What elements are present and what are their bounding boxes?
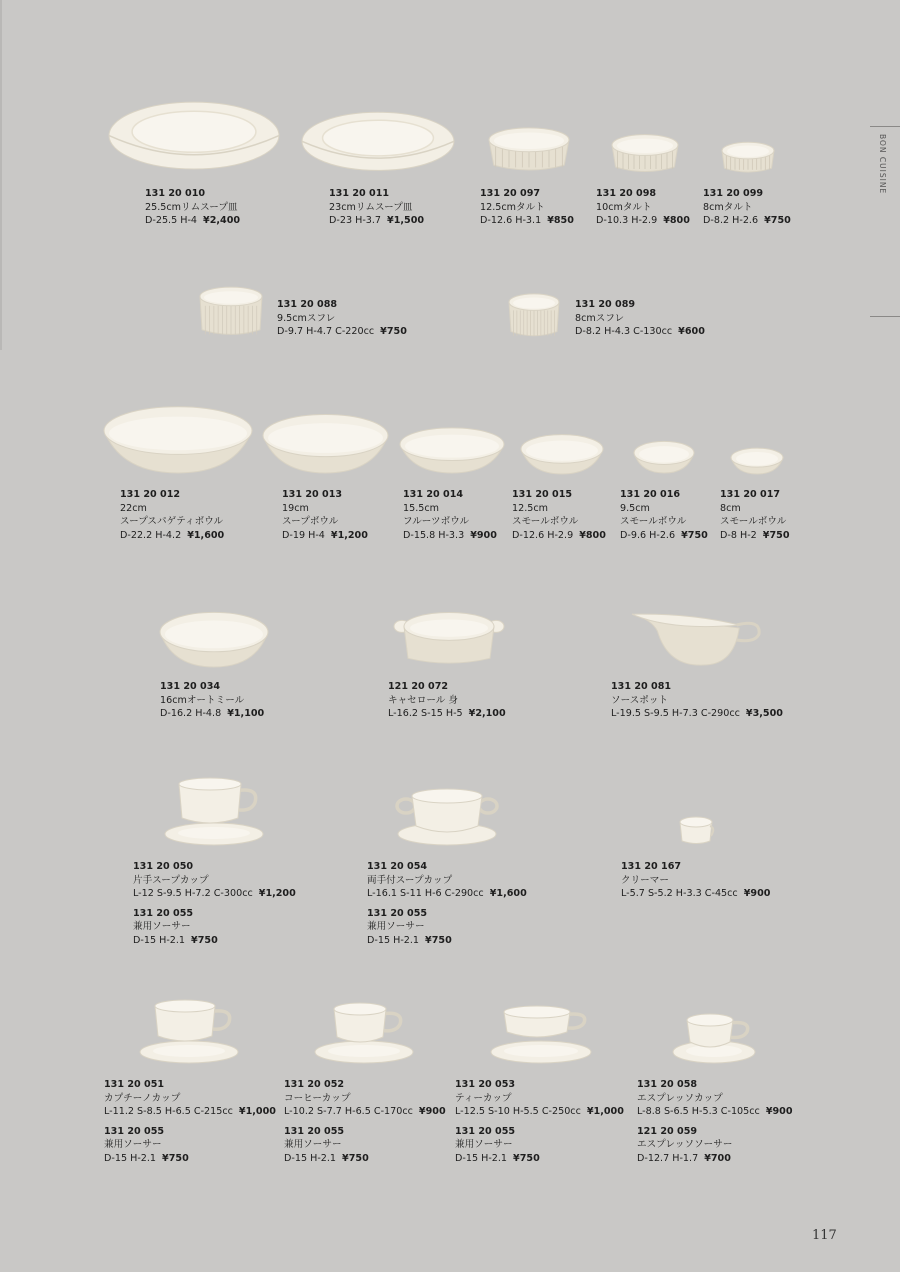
product-code: 131 20 014: [403, 489, 464, 500]
product-spec: [512, 529, 606, 543]
product-name-line2: スモールボウル: [720, 516, 787, 528]
product-info: [133, 860, 296, 948]
product-dimensions: L-11.2 S-8.5 H-6.5 C-215cc: [104, 1106, 233, 1118]
product-code: 131 20 013: [282, 489, 343, 500]
product-spec: [480, 214, 574, 228]
saucer-code: 131 20 055: [284, 1125, 345, 1137]
saucer-name: 兼用ソーサー: [455, 1139, 513, 1151]
cup-and-saucer-icon: [164, 776, 264, 846]
saucer-spec: [637, 1152, 793, 1166]
saucer-dimensions: D-15 H-2.1: [367, 934, 420, 946]
product-code: 131 20 051: [104, 1079, 165, 1090]
product-code: 131 20 050: [133, 861, 194, 872]
product-info: [120, 488, 224, 542]
bowl-icon: [633, 440, 695, 474]
saucer-spec: [455, 1152, 624, 1166]
product-dimensions: L-12 S-9.5 H-7.2 C-300cc: [133, 888, 253, 900]
product-price: ¥900: [743, 888, 771, 900]
saucer-dimensions: D-15 H-2.1: [284, 1152, 337, 1164]
saucer-spec: [284, 1152, 446, 1166]
product-dimensions: D-16.2 H-4.8: [160, 708, 222, 720]
product-name: コーヒーカップ: [284, 1092, 351, 1104]
product-dimensions: D-8.2 H-4.3 C-130cc: [575, 326, 673, 338]
product-name: 25.5cmリムスープ皿: [145, 201, 238, 213]
product-info: [104, 1078, 276, 1166]
product-price: ¥1,600: [187, 529, 225, 541]
product-name: ティーカップ: [455, 1092, 512, 1104]
product-name: ソースポット: [611, 694, 669, 706]
product-spec: [367, 887, 527, 901]
product-info: [145, 187, 240, 228]
product-spec: [329, 214, 424, 228]
product-price: ¥600: [678, 326, 705, 338]
product-price: ¥2,100: [468, 708, 506, 720]
product-price: ¥750: [764, 215, 791, 227]
product-name: 12.5cmタルト: [480, 201, 545, 213]
saucer-code: 121 20 059: [637, 1125, 698, 1137]
side-tab-label: BON CUISINE: [878, 134, 887, 195]
saucer-spec: [367, 934, 527, 948]
souffle-dish-icon: [507, 292, 561, 338]
saucer-code: 131 20 055: [455, 1125, 516, 1137]
product-info: [575, 298, 705, 339]
side-tab: [870, 126, 900, 318]
product-name: 8cmスフレ: [575, 312, 625, 324]
product-dimensions: L-16.1 S-11 H-6 C-290cc: [367, 888, 484, 900]
product-spec: [277, 325, 407, 339]
product-info: [480, 187, 574, 228]
product-price: ¥800: [579, 529, 606, 541]
product-info: [512, 488, 606, 542]
product-spec: [703, 214, 791, 228]
product-price: ¥1,200: [258, 888, 296, 900]
product-spec: [620, 529, 708, 543]
product-price: ¥900: [418, 1106, 446, 1118]
product-price: ¥2,400: [203, 215, 241, 227]
casserole-icon: [394, 609, 504, 667]
saucer-price: ¥700: [704, 1152, 731, 1164]
product-spec: [596, 214, 690, 228]
product-info: [329, 187, 424, 228]
product-name: 15.5cm: [403, 502, 439, 514]
product-name: 8cmタルト: [703, 201, 753, 213]
product-price: ¥900: [765, 1106, 793, 1118]
product-code: 131 20 011: [329, 188, 390, 199]
product-name: 19cm: [282, 502, 309, 514]
product-info: [284, 1078, 446, 1166]
two-handle-cup-icon: [396, 788, 498, 846]
product-name: 9.5cmスフレ: [277, 312, 336, 324]
product-dimensions: L-19.5 S-9.5 H-7.3 C-290cc: [611, 708, 740, 720]
product-info: [367, 860, 527, 948]
saucer-price: ¥750: [342, 1152, 369, 1164]
bowl-icon: [399, 426, 505, 474]
product-info: [621, 860, 770, 901]
saucer-dimensions: D-15 H-2.1: [133, 934, 186, 946]
product-dimensions: D-10.3 H-2.9: [596, 215, 658, 227]
product-name: 10cmタルト: [596, 201, 652, 213]
product-spec: [403, 529, 497, 543]
rim-soup-plate-icon: [301, 107, 455, 173]
product-dimensions: D-22.2 H-4.2: [120, 529, 182, 541]
product-name: キャセロール 身: [388, 694, 459, 706]
tart-dish-icon: [720, 141, 776, 173]
saucer-price: ¥750: [513, 1152, 540, 1164]
oatmeal-bowl-icon: [159, 610, 269, 668]
product-name: 16cmオートミール: [160, 694, 245, 706]
product-spec: [120, 529, 224, 543]
product-info: [277, 298, 407, 339]
saucer-price: ¥750: [191, 934, 218, 946]
saucer-dimensions: D-15 H-2.1: [104, 1152, 157, 1164]
product-dimensions: D-15.8 H-3.3: [403, 529, 465, 541]
saucer-price: ¥750: [162, 1152, 189, 1164]
product-code: 131 20 010: [145, 188, 206, 199]
product-name-line2: フルーツボウル: [403, 516, 470, 528]
saucer-spec: [104, 1152, 276, 1166]
product-spec: [388, 707, 506, 721]
product-dimensions: D-8 H-2: [720, 529, 757, 541]
product-name-line2: スープボウル: [282, 516, 339, 528]
saucer-name: 兼用ソーサー: [284, 1139, 342, 1151]
product-code: 131 20 058: [637, 1079, 698, 1090]
product-name: 12.5cm: [512, 502, 548, 514]
product-info: [388, 680, 506, 721]
product-price: ¥1,600: [489, 888, 527, 900]
product-info: [611, 680, 783, 721]
product-price: ¥800: [663, 215, 690, 227]
product-price: ¥1,500: [387, 215, 425, 227]
product-code: 131 20 012: [120, 489, 181, 500]
product-code: 131 20 052: [284, 1079, 345, 1090]
saucer-spec: [133, 934, 296, 948]
saucer-name: 兼用ソーサー: [104, 1139, 162, 1151]
product-info: [637, 1078, 793, 1166]
side-tab-divider: [870, 316, 900, 317]
product-code: 131 20 054: [367, 861, 428, 872]
product-dimensions: L-8.8 S-6.5 H-5.3 C-105cc: [637, 1106, 760, 1118]
product-price: ¥900: [470, 529, 497, 541]
product-spec: [611, 707, 783, 721]
saucer-dimensions: D-15 H-2.1: [455, 1152, 508, 1164]
product-name: 8cm: [720, 502, 741, 514]
product-info: [282, 488, 368, 542]
product-info: [720, 488, 790, 542]
product-price: ¥1,000: [238, 1106, 276, 1118]
product-dimensions: D-9.7 H-4.7 C-220cc: [277, 326, 375, 338]
product-name: 23cmリムスープ皿: [329, 201, 413, 213]
tart-dish-icon: [610, 133, 680, 173]
page-number: 117: [812, 1228, 837, 1243]
product-spec: [282, 529, 368, 543]
product-name-line2: スモールボウル: [512, 516, 579, 528]
bowl-icon: [520, 433, 604, 475]
product-dimensions: L-10.2 S-7.7 H-6.5 C-170cc: [284, 1106, 413, 1118]
product-code: 131 20 097: [480, 188, 541, 199]
rim-soup-plate-icon: [108, 96, 280, 172]
sauce-boat-icon: [631, 607, 763, 667]
creamer-icon: [678, 816, 716, 846]
product-price: ¥850: [547, 215, 574, 227]
product-name: エスプレッソカップ: [637, 1092, 723, 1104]
bowl-icon: [262, 412, 389, 474]
product-price: ¥1,200: [330, 529, 368, 541]
tart-dish-icon: [487, 126, 571, 172]
product-name-line2: スモールボウル: [620, 516, 687, 528]
cup-and-saucer-icon: [490, 1004, 592, 1064]
product-code: 131 20 053: [455, 1079, 516, 1090]
product-spec: [284, 1105, 446, 1119]
product-dimensions: D-23 H-3.7: [329, 215, 382, 227]
product-dimensions: L-12.5 S-10 H-5.5 C-250cc: [455, 1106, 581, 1118]
product-spec: [133, 887, 296, 901]
product-code: 131 20 089: [575, 299, 636, 310]
product-info: [596, 187, 690, 228]
product-code: 131 20 098: [596, 188, 657, 199]
product-code: 121 20 072: [388, 681, 449, 692]
product-spec: [720, 529, 790, 543]
product-name: クリーマー: [621, 874, 669, 886]
cup-and-saucer-icon: [139, 998, 239, 1064]
cup-and-saucer-icon: [314, 1001, 414, 1064]
product-info: [703, 187, 791, 228]
saucer-dimensions: D-12.7 H-1.7: [637, 1152, 699, 1164]
product-price: ¥1,100: [227, 708, 265, 720]
product-spec: [455, 1105, 624, 1119]
cup-and-saucer-icon: [672, 1012, 756, 1064]
product-spec: [575, 325, 705, 339]
product-name: 片手スープカップ: [133, 874, 209, 886]
product-name: カプチーノカップ: [104, 1092, 181, 1104]
saucer-code: 131 20 055: [367, 907, 428, 919]
product-code: 131 20 017: [720, 489, 781, 500]
bowl-icon: [730, 447, 784, 475]
product-dimensions: D-8.2 H-2.6: [703, 215, 759, 227]
product-price: ¥750: [380, 326, 407, 338]
product-price: ¥3,500: [745, 708, 783, 720]
product-info: [455, 1078, 624, 1166]
product-info: [620, 488, 708, 542]
product-name-line2: スープスパゲティボウル: [120, 516, 224, 528]
product-dimensions: D-19 H-4: [282, 529, 325, 541]
saucer-code: 131 20 055: [104, 1125, 165, 1137]
product-spec: [160, 707, 264, 721]
product-spec: [621, 887, 770, 901]
product-code: 131 20 034: [160, 681, 221, 692]
product-spec: [145, 214, 240, 228]
product-price: ¥750: [762, 529, 790, 541]
product-code: 131 20 081: [611, 681, 672, 692]
product-info: [403, 488, 497, 542]
product-info: [160, 680, 264, 721]
product-code: 131 20 099: [703, 188, 764, 199]
saucer-name: エスプレッソソーサー: [637, 1139, 733, 1151]
saucer-name: 兼用ソーサー: [133, 921, 191, 933]
saucer-price: ¥750: [425, 934, 452, 946]
product-code: 131 20 016: [620, 489, 681, 500]
side-tab-divider: [870, 126, 900, 127]
saucer-name: 兼用ソーサー: [367, 921, 425, 933]
product-code: 131 20 088: [277, 299, 338, 310]
souffle-dish-icon: [198, 285, 264, 337]
bowl-icon: [103, 404, 253, 474]
product-price: ¥1,000: [586, 1106, 624, 1118]
product-name: 9.5cm: [620, 502, 650, 514]
page-edge-shadow: [0, 0, 2, 350]
product-code: 131 20 015: [512, 489, 573, 500]
product-dimensions: D-12.6 H-3.1: [480, 215, 542, 227]
product-spec: [104, 1105, 276, 1119]
product-price: ¥750: [681, 529, 708, 541]
product-spec: [637, 1105, 793, 1119]
product-name: 両手付スープカップ: [367, 874, 453, 886]
product-dimensions: L-16.2 S-15 H-5: [388, 708, 463, 720]
product-code: 131 20 167: [621, 861, 682, 872]
product-dimensions: D-25.5 H-4: [145, 215, 198, 227]
product-name: 22cm: [120, 502, 147, 514]
product-dimensions: D-12.6 H-2.9: [512, 529, 574, 541]
saucer-code: 131 20 055: [133, 907, 194, 919]
product-dimensions: L-5.7 S-5.2 H-3.3 C-45cc: [621, 888, 738, 900]
product-dimensions: D-9.6 H-2.6: [620, 529, 676, 541]
